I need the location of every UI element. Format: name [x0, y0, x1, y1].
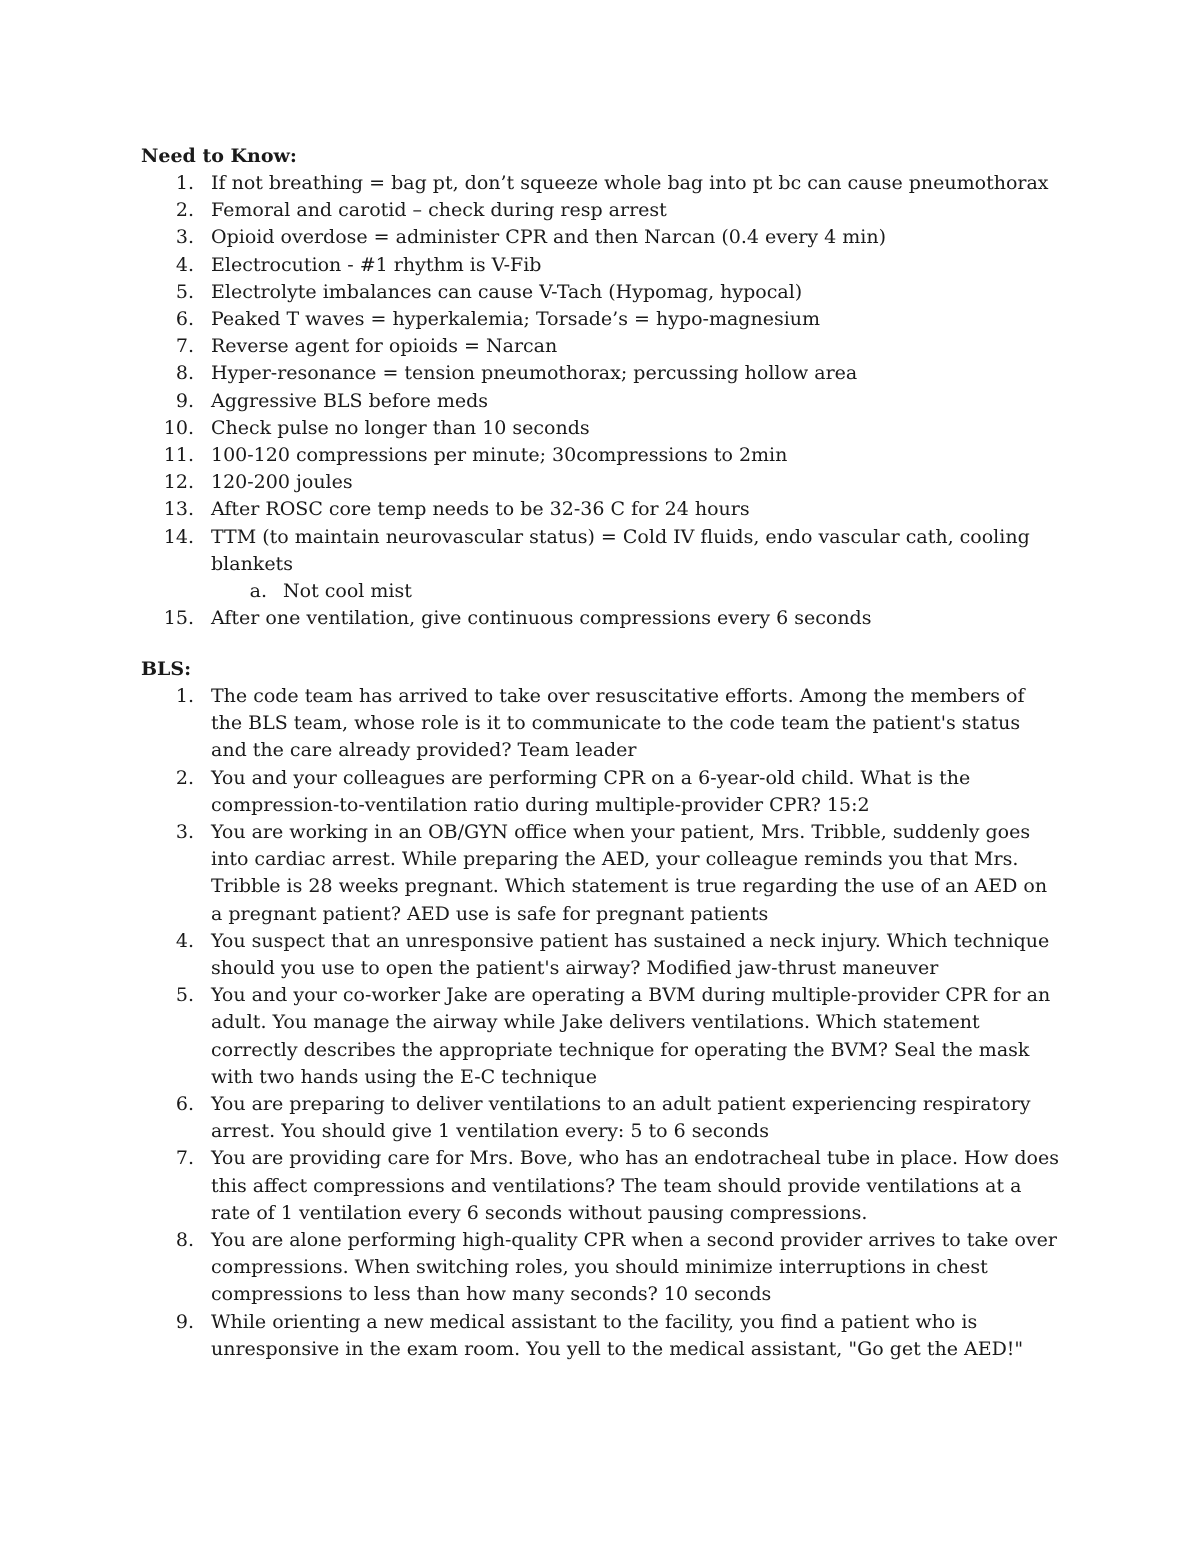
item-number: 4. — [175, 253, 194, 276]
list-item — [141, 819, 1061, 928]
item-number: 9. — [175, 1310, 194, 1333]
need-to-know-list — [141, 170, 1061, 632]
list-item — [141, 765, 1061, 819]
item-number: 13. — [163, 498, 194, 521]
list-item — [141, 360, 1061, 387]
item-number: 4. — [175, 929, 194, 952]
item-number: 3. — [175, 226, 194, 249]
item-text: You and your colleagues are performing CPR on a 6-year-old child. What is the compression-to-ventilation ratio during multiple-provider CPR? 15:2 — [211, 766, 971, 816]
bls-section — [141, 656, 1061, 1363]
item-number: 6. — [175, 308, 194, 331]
item-text: After ROSC core temp needs to be 32-36 C for 24 hours — [211, 498, 750, 521]
list-item — [141, 306, 1061, 333]
sub-list-item — [211, 578, 1061, 605]
item-number: 2. — [175, 766, 194, 789]
list-item — [141, 982, 1061, 1091]
bls-list — [141, 683, 1061, 1363]
item-number: 2. — [175, 199, 194, 222]
list-item — [141, 170, 1061, 197]
item-text: If not breathing = bag pt, don’t squeeze whole bag into pt bc can cause pneumothorax — [211, 172, 1049, 194]
list-item — [141, 1091, 1061, 1145]
item-number: 9. — [175, 389, 194, 412]
list-item — [141, 469, 1061, 496]
item-number: 14. — [163, 525, 194, 548]
item-text: 100-120 compressions per minute; 30compressions to 2min — [211, 444, 788, 467]
item-text: Hyper-resonance = tension pneumothorax; percussing hollow area — [211, 362, 858, 385]
item-text: Electrolyte imbalances can cause V-Tach (Hypomag, hypocal) — [211, 280, 803, 303]
list-item — [141, 605, 1061, 632]
list-item — [141, 415, 1061, 442]
list-item — [141, 1145, 1061, 1227]
item-number: 8. — [175, 1229, 194, 1252]
item-number: 8. — [175, 362, 194, 385]
item-text: Femoral and carotid – check during resp arrest — [211, 199, 667, 222]
item-number: 1. — [175, 172, 194, 194]
need-to-know-heading: Need to Know: — [141, 145, 297, 167]
item-text: Aggressive BLS before meds — [211, 389, 489, 412]
item-text: You are alone performing high-quality CPR when a second provider arrives to take over compressions. When switching roles, you should minimize interruptions in chest compressions to less than how many seconds? 10 seconds — [211, 1229, 1057, 1306]
item-text: You are working in an OB/GYN office when your patient, Mrs. Tribble, suddenly goes into cardiac arrest. While preparing the AED, your colleague reminds you that Mrs. Tribble is 28 weeks pregnant. Which statement is true regarding the use of an AED on a pregnant patient? AED use is safe for pregnant patients — [211, 821, 1048, 925]
item-text: Check pulse no longer than 10 seconds — [211, 416, 590, 439]
item-number: 10. — [163, 416, 194, 439]
item-text: While orienting a new medical assistant to the facility, you find a patient who is unresponsive in the exam room. You yell to the medical assistant, "Go get the AED!" — [211, 1310, 1024, 1360]
item-number: 7. — [175, 335, 194, 358]
item-number: 5. — [175, 280, 194, 303]
item-number: 3. — [175, 821, 194, 844]
list-item — [141, 252, 1061, 279]
item-text: Peaked T waves = hyperkalemia; Torsade’s = hypo-magnesium — [211, 308, 821, 331]
item-number: 6. — [175, 1093, 194, 1116]
item-number: 12. — [163, 471, 194, 494]
list-item — [141, 524, 1061, 606]
list-item — [141, 442, 1061, 469]
item-text: You and your co-worker Jake are operating a BVM during multiple-provider CPR for an adult. You manage the airway while Jake delivers ventilations. Which statement correctly describes the appropriate technique for operating the BVM? Seal the mask with two hands using the E-C technique — [211, 984, 1051, 1088]
item-number: 5. — [175, 984, 194, 1007]
list-item — [141, 496, 1061, 523]
item-number: 1. — [175, 685, 194, 707]
sub-list — [211, 578, 1061, 605]
sub-item-letter: a. — [249, 580, 267, 603]
list-item — [141, 224, 1061, 251]
item-text: Reverse agent for opioids = Narcan — [211, 335, 558, 358]
list-item — [141, 1227, 1061, 1309]
item-number: 7. — [175, 1147, 194, 1170]
item-text: The code team has arrived to take over resuscitative efforts. Among the members of the BLS team, whose role is it to communicate to the code team the patient's status and the care already provided? Team leader — [211, 685, 1025, 762]
item-text: TTM (to maintain neurovascular status) = Cold IV fluids, endo vascular cath, cooling blankets — [211, 525, 1030, 575]
list-item — [141, 1309, 1061, 1363]
item-number: 15. — [163, 607, 194, 630]
list-item — [141, 388, 1061, 415]
list-item — [141, 683, 1061, 765]
item-text: 120-200 joules — [211, 471, 353, 494]
list-item — [141, 333, 1061, 360]
list-item — [141, 279, 1061, 306]
bls-heading: BLS: — [141, 658, 192, 680]
list-item — [141, 197, 1061, 224]
item-text: You are preparing to deliver ventilations to an adult patient experiencing respiratory arrest. You should give 1 ventilation every: 5 to 6 seconds — [211, 1093, 1031, 1143]
need-to-know-section — [141, 143, 1061, 632]
item-number: 11. — [163, 444, 194, 467]
item-text: You suspect that an unresponsive patient has sustained a neck injury. Which technique should you use to open the patient's airway? Modified jaw-thrust maneuver — [211, 929, 1050, 980]
item-text: After one ventilation, give continuous compressions every 6 seconds — [211, 607, 872, 630]
sub-item-text: Not cool mist — [283, 580, 412, 603]
list-item — [141, 928, 1061, 982]
item-text: Electrocution - #1 rhythm is V-Fib — [211, 253, 542, 276]
item-text: You are providing care for Mrs. Bove, who has an endotracheal tube in place. How does this affect compressions and ventilations? The team should provide ventilations at a rate of 1 ventilation every 6 seconds without pausing compressions. — [211, 1147, 1059, 1224]
item-text: Opioid overdose = administer CPR and then Narcan (0.4 every 4 min) — [211, 226, 887, 249]
